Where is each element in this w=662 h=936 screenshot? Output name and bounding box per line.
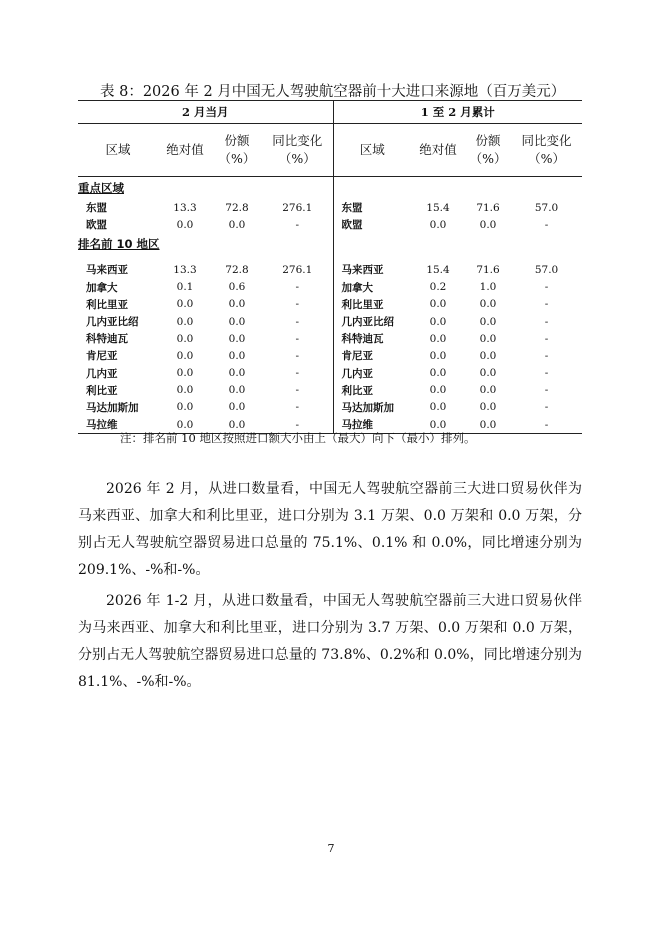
- table-note: 注：排名前 10 地区按照进口额大小由上（最大）向下（最小）排列。: [120, 431, 476, 445]
- cell-month: -: [262, 365, 333, 382]
- cell-cumulative: 15.4: [426, 263, 450, 276]
- cell-month: 0.0: [228, 401, 246, 414]
- cell-cumulative: 0.0: [479, 298, 497, 311]
- cell-cumulative: 0.0: [429, 384, 447, 397]
- cell-month: 0.0: [176, 384, 194, 397]
- cell-cumulative: 科特迪瓦: [341, 333, 384, 346]
- cell-month: 利比亚: [86, 384, 118, 397]
- col-region-cumulative: 区域: [333, 124, 411, 177]
- cell-cumulative: 1.0: [479, 281, 497, 294]
- cell-month: 0.0: [228, 315, 246, 328]
- cell-cumulative: -: [544, 401, 549, 414]
- paragraph-cumulative: 2026 年 1-2 月，从进口数量看，中国无人驾驶航空器前三大进口贸易伙伴为马来西亚、加拿大和利比里亚，进口分别为 3.7 万架、0.0 万架和 0.0 万架，分别占无人驾驶航空器贸易进口总量的 73.8%、0.2%和 0.0%，同比增速分别为 81.1%、-%和-%。: [78, 593, 582, 690]
- cell-cumulative: 57.0: [534, 263, 559, 276]
- cell-month: 0.0: [176, 298, 194, 311]
- table-row: 东盟 13.3 72.8 276.1 东盟 15.4 71.6 57.0: [78, 199, 582, 216]
- section-key-regions: [78, 177, 333, 200]
- cell-cumulative: -: [544, 298, 549, 311]
- cell-cumulative: 0.0: [429, 367, 447, 380]
- section-label: 排名前 10 地区: [78, 237, 160, 252]
- cell-month: 0.0: [176, 401, 194, 414]
- cell-month: -: [262, 416, 333, 434]
- paragraph-monthly: 2026 年 2 月，从进口数量看，中国无人驾驶航空器前三大进口贸易伙伴为马来西亚、加拿大和利比里亚，进口分别为 3.1 万架、0.0 万架和 0.0 万架，分别占无人驾驶航空器贸易进口总量的 75.1%、0.1% 和 0.0%，同比增速分别为 209.1%、-%和-%。: [78, 481, 582, 578]
- table-row: [78, 365, 582, 382]
- cell-month: 0.0: [228, 367, 246, 380]
- cell-cumulative: 0.0: [411, 416, 465, 434]
- cell-cumulative: 0.0: [465, 416, 511, 434]
- section-top10: [78, 233, 333, 255]
- table-title: 表 8：2026 年 2 月中国无人驾驶航空器前十大进口来源地（百万美元）: [100, 84, 566, 100]
- cell-cumulative: 利比亚: [341, 384, 374, 397]
- cell-cumulative: -: [511, 416, 582, 434]
- cell-month: -: [262, 330, 333, 347]
- cell-month: 肯尼亚: [86, 350, 118, 363]
- cell-cumulative: 加拿大: [341, 281, 374, 294]
- col-yoy-cumulative: 同比变化（%）: [511, 124, 582, 177]
- cell-cumulative: 0.0: [479, 349, 497, 362]
- cell-month: 0.0: [228, 384, 246, 397]
- cell-month: 0.6: [228, 281, 246, 294]
- cell-month: -: [262, 279, 333, 296]
- cell-month: -: [262, 296, 333, 313]
- cell-cumulative: 马来西亚: [341, 264, 384, 277]
- cell-month: 几内亚: [86, 367, 118, 380]
- cell-month: 0.1: [176, 281, 194, 294]
- cell-cumulative: -: [544, 281, 549, 294]
- header-group-month: 2 月当月: [78, 101, 333, 124]
- table-row: [78, 296, 582, 313]
- cell-cumulative: 0.0: [429, 298, 447, 311]
- cell-cumulative: 0.2: [429, 281, 447, 294]
- cell-month: 科特迪瓦: [86, 333, 128, 346]
- cell-month: 0.0: [158, 416, 212, 434]
- cell-cumulative: 马拉维: [333, 416, 411, 434]
- cell-month: 0.0: [176, 315, 194, 328]
- cell-cumulative: 0.0: [479, 384, 497, 397]
- cell-month: 276.1: [262, 255, 333, 278]
- cell-month: 0.0: [212, 416, 262, 434]
- cell-month: 马拉维: [78, 416, 158, 434]
- cell-month: 72.8: [225, 263, 249, 276]
- cell-month: -: [262, 382, 333, 399]
- cell-cumulative: 几内亚比绍: [341, 316, 395, 329]
- cell-month: 加拿大: [86, 281, 118, 294]
- table-row: 欧盟 0.0 0.0 - 欧盟 0.0 0.0 -: [78, 216, 582, 233]
- cell-month: 马达加斯加: [86, 401, 139, 414]
- cell-cumulative: 0.0: [479, 367, 497, 380]
- cell-cumulative: 71.6: [476, 263, 500, 276]
- cell-month: 几内亚比绍: [86, 316, 139, 329]
- table-row: [78, 255, 582, 278]
- cell-cumulative: -: [544, 384, 549, 397]
- table-row: [78, 313, 582, 330]
- cell-month: 马来西亚: [86, 264, 128, 277]
- cell-cumulative: 0.0: [479, 401, 497, 414]
- cell-month: 0.0: [228, 298, 246, 311]
- cell-cumulative: 利比里亚: [341, 298, 384, 311]
- cell-cumulative: -: [544, 349, 549, 362]
- cell-cumulative: 肯尼亚: [341, 350, 374, 363]
- cell-cumulative: 马达加斯加: [341, 401, 395, 414]
- cell-cumulative: 0.0: [429, 349, 447, 362]
- cell-cumulative: -: [544, 332, 549, 345]
- cell-month: -: [262, 347, 333, 364]
- col-abs-month: 绝对值: [158, 124, 212, 177]
- table-row: [78, 330, 582, 347]
- cell-cumulative: -: [544, 367, 549, 380]
- table-row: [78, 399, 582, 416]
- cell-month: 0.0: [176, 332, 194, 345]
- cell-cumulative: 0.0: [479, 315, 497, 328]
- cell-cumulative: 0.0: [429, 401, 447, 414]
- header-group-cumulative: 1 至 2 月累计: [333, 101, 582, 124]
- cell-month: 13.3: [173, 263, 197, 276]
- cell-month: 0.0: [228, 349, 246, 362]
- section-label: 重点区域: [78, 181, 124, 195]
- col-abs-cumulative: 绝对值: [411, 124, 465, 177]
- col-yoy-month: 同比变化（%）: [262, 124, 333, 177]
- cell-cumulative: 0.0: [429, 332, 447, 345]
- cell-cumulative: 0.0: [479, 332, 497, 345]
- cell-month: 0.0: [228, 332, 246, 345]
- cell-cumulative: 几内亚: [341, 367, 374, 380]
- page-number: 7: [327, 842, 335, 855]
- col-share-cumulative: 份额（%）: [465, 124, 511, 177]
- cell-month: -: [262, 399, 333, 416]
- col-share-month: 份额（%）: [212, 124, 262, 177]
- cell-cumulative: -: [544, 315, 549, 328]
- cell-month: 0.0: [176, 349, 194, 362]
- col-region-month: 区域: [78, 124, 158, 177]
- table-row: [78, 347, 582, 364]
- cell-month: 0.0: [176, 367, 194, 380]
- cell-month: -: [262, 313, 333, 330]
- table-row: [78, 279, 582, 296]
- cell-month: 利比里亚: [86, 298, 128, 311]
- table-row: [78, 382, 582, 399]
- cell-cumulative: 0.0: [429, 315, 447, 328]
- import-sources-table: [78, 100, 582, 434]
